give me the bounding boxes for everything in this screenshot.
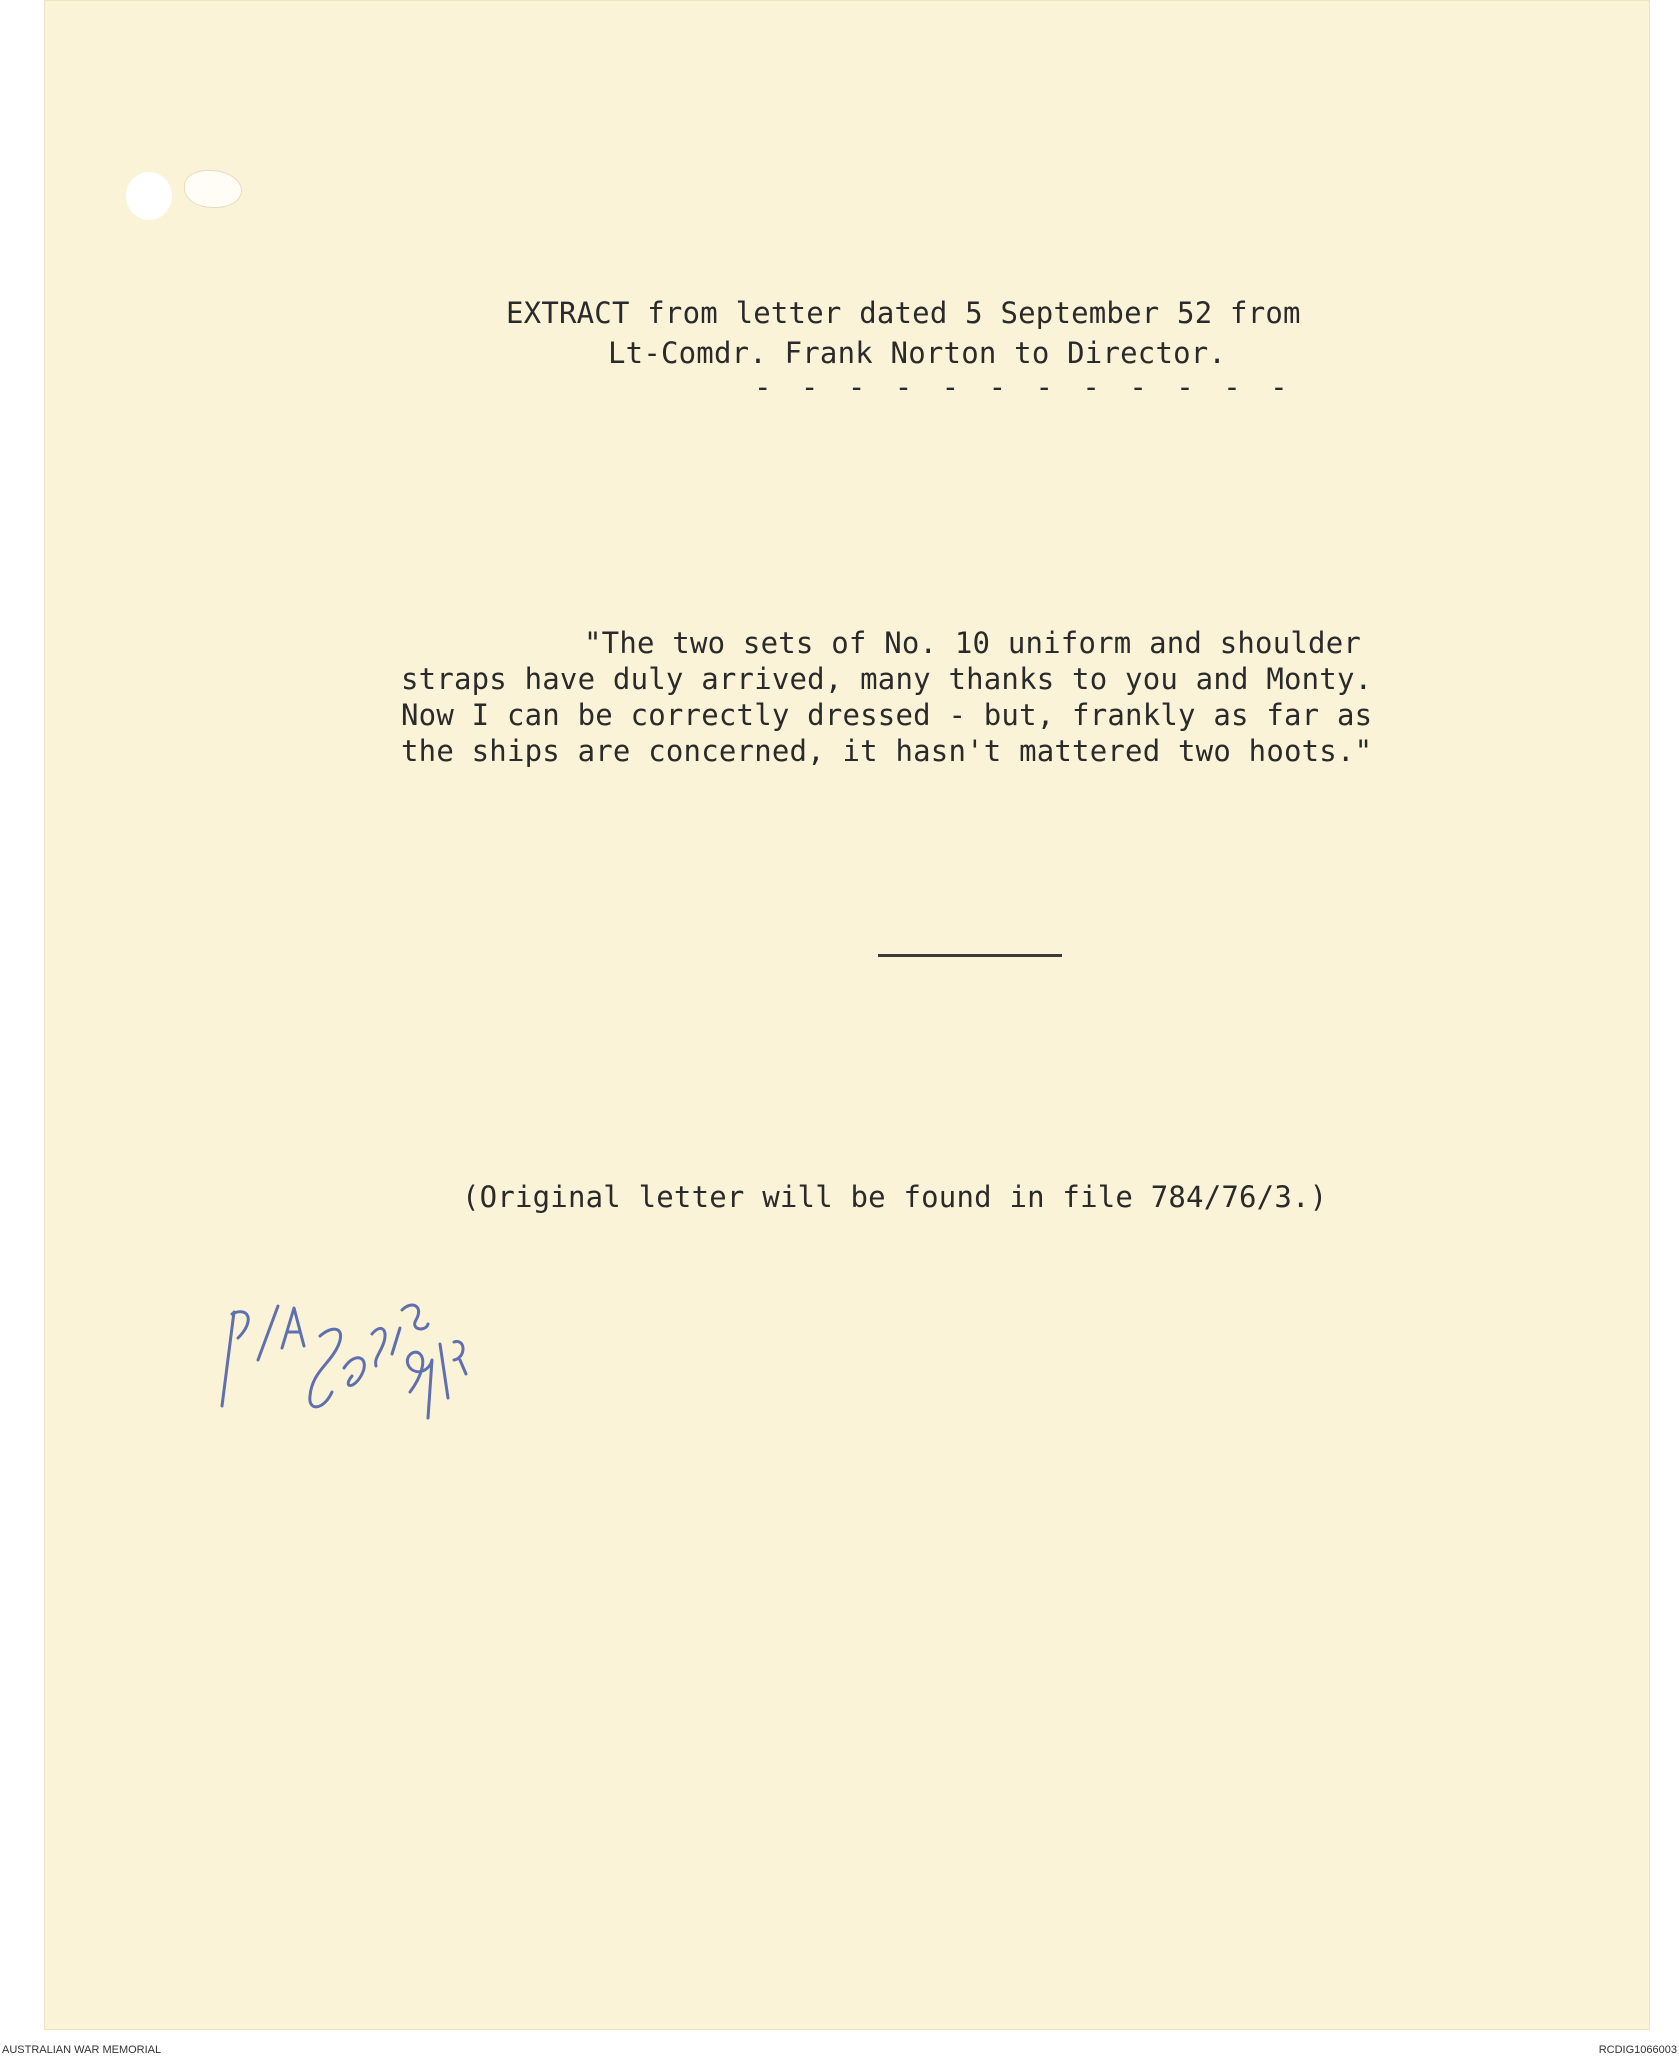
punch-hole [126,172,172,220]
quote-line: "The two sets of No. 10 uniform and shoulder [584,626,1362,660]
heading-line-2: Lt-Comdr. Frank Norton to Director. [608,336,1227,370]
quote-line: Now I can be correctly dressed - but, frankly as far as [401,698,1373,732]
handwritten-annotation [214,1288,474,1428]
paper-sheet [44,0,1650,2030]
quote-line: the ships are concerned, it hasn't mattered two hoots." [401,734,1373,768]
record-id-label: RCDIG1066003 [1598,2044,1677,2056]
quote-line: straps have duly arrived, many thanks to you and Monty. [401,662,1373,696]
file-reference-note: (Original letter will be found in file 784/76/3.) [462,1180,1328,1214]
tear-mark [184,170,242,208]
archive-label: AUSTRALIAN WAR MEMORIAL [2,2044,162,2056]
heading-line-1: EXTRACT from letter dated 5 September 52 from [506,296,1301,330]
section-divider [878,954,1062,957]
heading-underline: - - - - - - - - - - - - [754,370,1294,404]
